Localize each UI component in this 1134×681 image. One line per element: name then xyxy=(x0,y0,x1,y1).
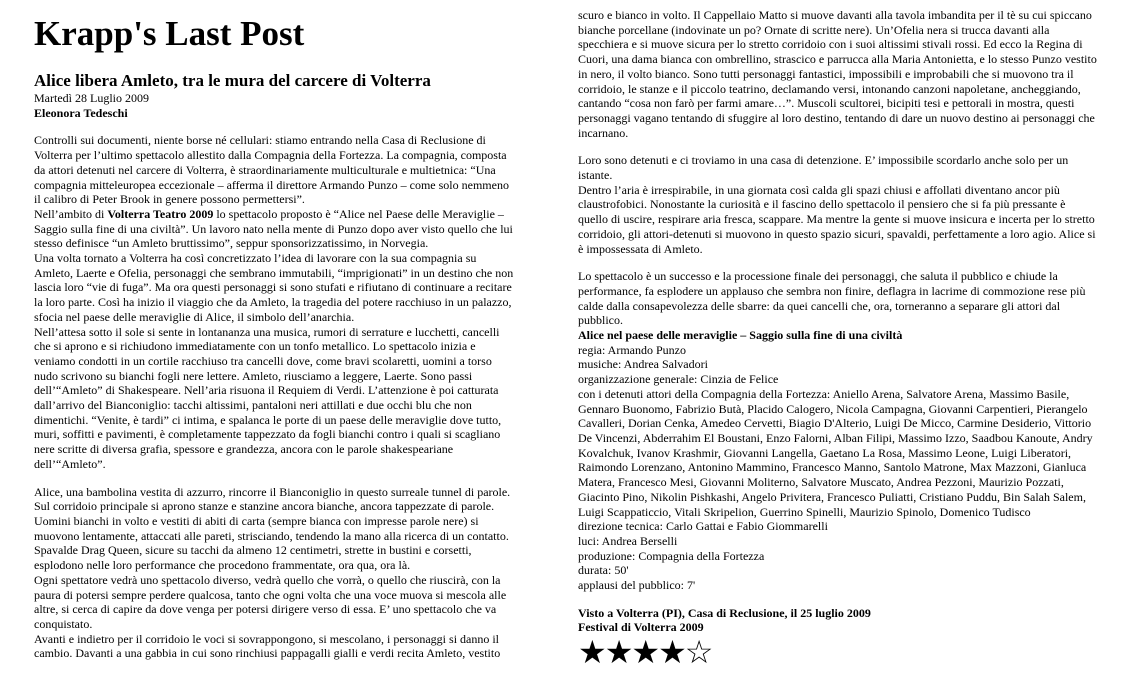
article-paragraph: Alice, una bambolina vestita di azzurro, rincorre il Bianconiglio in questo surreale tunnel di parole. Sul corridoio principale si aprono stanze e stanzine ancora bianche, ancora tappezzate di parole. Uomini bianchi in volto e vestiti di abiti di carta (sempre bianca con impresse parole nere) si muovono lentamente, attaccati alle pareti, strisciando, tendendo la mano alla ricerca di un contatto. Spavalde Drag Queen, sicure su tacchi da almeno 12 centimetri, strette in bustini e corsetti, esplodono nelle loro performance che procedono frammentate, ora qua, ora là. xyxy=(34,484,511,573)
credit-line: con i detenuti attori della Compagnia della Fortezza: Aniello Arena, Salvatore Arena, Massimo Basile, Gennaro Buonomo, Fabrizio Butà, Placido Calogero, Nicola Campagna, Giovanni Carpentieri, Pierangelo Cavalleri, Dorian Cenka, Amedeo Cervetti, Biagio D'Alterio, Luigi De Micco, Carmine Desiderio, Vittorio De Vincenzi, Abderrahim El Boustani, Enzo Falorni, Alban Filipi, Massimo Izzo, Saadbou Kanoute, Andry Kovalchuk, Ivanov Krashmir, Giovanni Langella, Gaetano La Rosa, Massimo Leone, Luigi Liberatori, Raimondo Lorenzano, Antonino Mammino, Francesco Manno, Santolo Matrone, Max Mazzoni, Gianluca Matera, Francesco Mesi, Giovanni Moliterno, Salvatore Muscato, Andrea Pezzoni, Maurizio Pozzati, Giacinto Pino, Nikolin Pishkashi, Angelo Privitera, Francesco Puliatti, Cristiano Puddu, Bin Salah Salem, Luigi Scappaticcio, Vitali Skripelion, Guerrino Spinelli, Maurizio Spinolo, Domenico Tudisco xyxy=(578,386,1093,519)
empty-star-icon: ☆ xyxy=(684,633,712,672)
article-date: Martedì 28 Luglio 2009 xyxy=(34,91,149,105)
article-title: Alice libera Amleto, tra le mura del carcere di Volterra xyxy=(34,71,431,90)
credit-line: durata: 50' xyxy=(578,563,629,578)
credit-line: musiche: Andrea Salvadori xyxy=(578,357,708,372)
filled-star-icon: ★ xyxy=(578,633,605,672)
credit-line: luci: Andrea Berselli xyxy=(578,533,678,548)
credit-line: direzione tecnica: Carlo Gattai e Fabio Giommarelli xyxy=(578,519,828,534)
credit-line: produzione: Compagnia della Fortezza xyxy=(578,548,765,563)
festival-name: Volterra Teatro 2009 xyxy=(107,206,214,221)
paragraph-text: lo spettacolo proposto è “Alice nel Paese delle Meraviglie – Saggio sulla fine di una civiltà”. Un lavoro nato nella mente di Punzo dopo aver visto quello che lui stesso definisce “un Amleto bruttissimo”, seppur sponsorizzatissimo, in Norvegia. xyxy=(34,206,513,251)
article-paragraph: Dentro l’aria è irrespirabile, in una giornata così calda gli spazi chiusi e affollati diventano ancor più claustrofobici. Nonostante la curiosità e il fascino dello spettacolo il pensiero che si fa più pressante è quello di uscire, respirare aria fresca, scappare. Ma mentre la gente si muove insicura e incerta per lo stretto corridoio, gli attori-detenuti si muovono in questo spazio sicuri, spavaldi, perfettamente a loro agio. Alice si è impossessata di Amleto. xyxy=(578,182,1096,256)
star-rating xyxy=(578,633,1098,672)
article-author: Eleonora Tedeschi xyxy=(34,105,128,120)
article-paragraph: Ogni spettatore vedrà uno spettacolo diverso, vedrà quello che vorrà, o quello che riuscirà, con la paura di potersi sempre perdere qualcosa, tanto che ogni volta che una voce muova si mescola alle altre, si cerca di capire da dove venga per potersi dirigere verso di essa. E’ uno spettacolo che va conquistato. xyxy=(34,572,507,631)
festival-line: Festival di Volterra 2009 xyxy=(578,620,704,635)
article-paragraph: Nell’attesa sotto il sole si sente in lontananza una musica, rumori di serrature e lucchetti, cancelli che si aprono e si richiudono immediatamente con un tonfo metallico. Lo spettacolo inizia e veniamo condotti in un cortile racchiuso tra cancelli dove, come bravi scolaretti, uomini a torso nudo scrivono su bianchi fogli nere lettere. Amleto, riusciamo a leggere, Laerte. Sono passi dell’“Amleto” di Shakespeare. Nell’aria risuona il Requiem di Verdi. L’attenzione è poi catturata dall’arrivo del Bianconiglio: tacchi altissimi, pantaloni neri attillati e due occhi blu che non dimentichi. “Venite, è tardi” ci intima, e spalanca le porte di un paese delle meraviglie dove tutto, muri, soffitti e pavimenti, è completamente tappezzato da fogli bianchi contro i quali si scagliano nere scritte di diversa grafia, spessore e grandezza, ancora con le parole shakespeariane dell’“Amleto”. xyxy=(34,324,502,471)
credit-line: organizzazione generale: Cinzia de Felice xyxy=(578,372,779,387)
show-credits xyxy=(578,328,1098,593)
filled-star-icon: ★ xyxy=(604,633,632,672)
credit-line: applausi del pubblico: 7' xyxy=(578,578,696,593)
article-paragraph: Una volta tornato a Volterra ha così concretizzato l’idea di lavorare con la sua compagnia su Amleto, Laerte e Ofelia, personaggi che sembrano immutabili, “imprigionati” in un destino che non lascia loro “vie di fuga”. Ma ora questi personaggi si sono stufati e rifiutano di continuare a recitare la loro parte. Così ha inizio il viaggio che da Amleto, la tragedia del potere racchiuso in un palazzo, sfocia nel paese delle meraviglie di Alice, il simbolo dell’anarchia. xyxy=(34,251,514,324)
left-column xyxy=(34,0,515,661)
filled-star-icon: ★ xyxy=(631,633,659,672)
credits-title: Alice nel paese delle meraviglie – Saggio sulla fine di una civiltà xyxy=(578,328,903,343)
credit-line: regia: Armando Punzo xyxy=(578,342,686,357)
site-title: Krapp's Last Post xyxy=(34,14,305,53)
filled-star-icon: ★ xyxy=(658,633,685,672)
right-column xyxy=(578,8,1098,672)
article-paragraph: Loro sono detenuti e ci troviamo in una casa di detenzione. E’ impossibile scordarlo anche solo per un istante. xyxy=(578,153,1069,183)
article-paragraph xyxy=(34,207,515,251)
article-paragraph: scuro e bianco in volto. Il Cappellaio Matto si muove davanti alla tavola imbandita per il tè su cui spiccano bianche porcellane (indovinate un po? Ornate di scritte nere). Un’Ofelia nera si trucca davanti alla specchiera e si muove sicura per lo stretto corridoio con i suoi altissimi stivali rossi. Ed ecco la Regina di Cuori, una dama bianca con ombrellino, strascico e parrucca alla Maria Antonietta, e lo stesso Punzo vestito in nero, il volto bianco. Sono tutti personaggi fantastici, impossibili e improbabili che si muovono tra il corridoio, le stanze e il piccolo teatrino, declamando versi, intonando canzoni napoletane, ancheggiando, cantando “cosa non farò per farmi amare…”. Muscoli scultorei, bicipiti tesi e pettorali in mostra, questi personaggi vagano tentando di sfuggire al loro destino, tentando di dare un nuovo destino ai personaggi che incarnano. xyxy=(578,8,1097,140)
article-paragraph: Lo spettacolo è un successo e la processione finale dei personaggi, che saluta il pubblico e chiude la performance, fa esplodere un applauso che sembra non finire, deflagra in lacrime di commozione rese più calde dalla consapevolezza delle sbarre: da quei cancelli che, ora, torneranno a separare gli attori dal pubblico. xyxy=(578,269,1086,328)
article-paragraph: Avanti e indietro per il corridoio le voci si sovrappongono, si mescolano, i personaggi si danno il cambio. Davanti a una gabbia in cui sono rinchiusi pappagalli gialli e verdi recita Amleto, vestito xyxy=(34,631,501,661)
visto-line: Visto a Volterra (PI), Casa di Reclusione, il 25 luglio 2009 xyxy=(578,605,871,620)
paragraph-text: Nell’ambito di xyxy=(34,206,108,221)
article-paragraph: Controlli sui documenti, niente borse né cellulari: stiamo entrando nella Casa di Reclusione di Volterra per l’ultimo spettacolo allestito dalla Compagnia della Fortezza. La compagnia, composta da attori detenuti nel carcere di Volterra, è straordinariamente multiculturale e multietnica: “Una compagnia mitteleuropea eccezionale – afferma il direttore Armando Punzo – come solo nemmeno il calibro di Peter Brook in genere possono permettersi”. xyxy=(34,133,509,207)
